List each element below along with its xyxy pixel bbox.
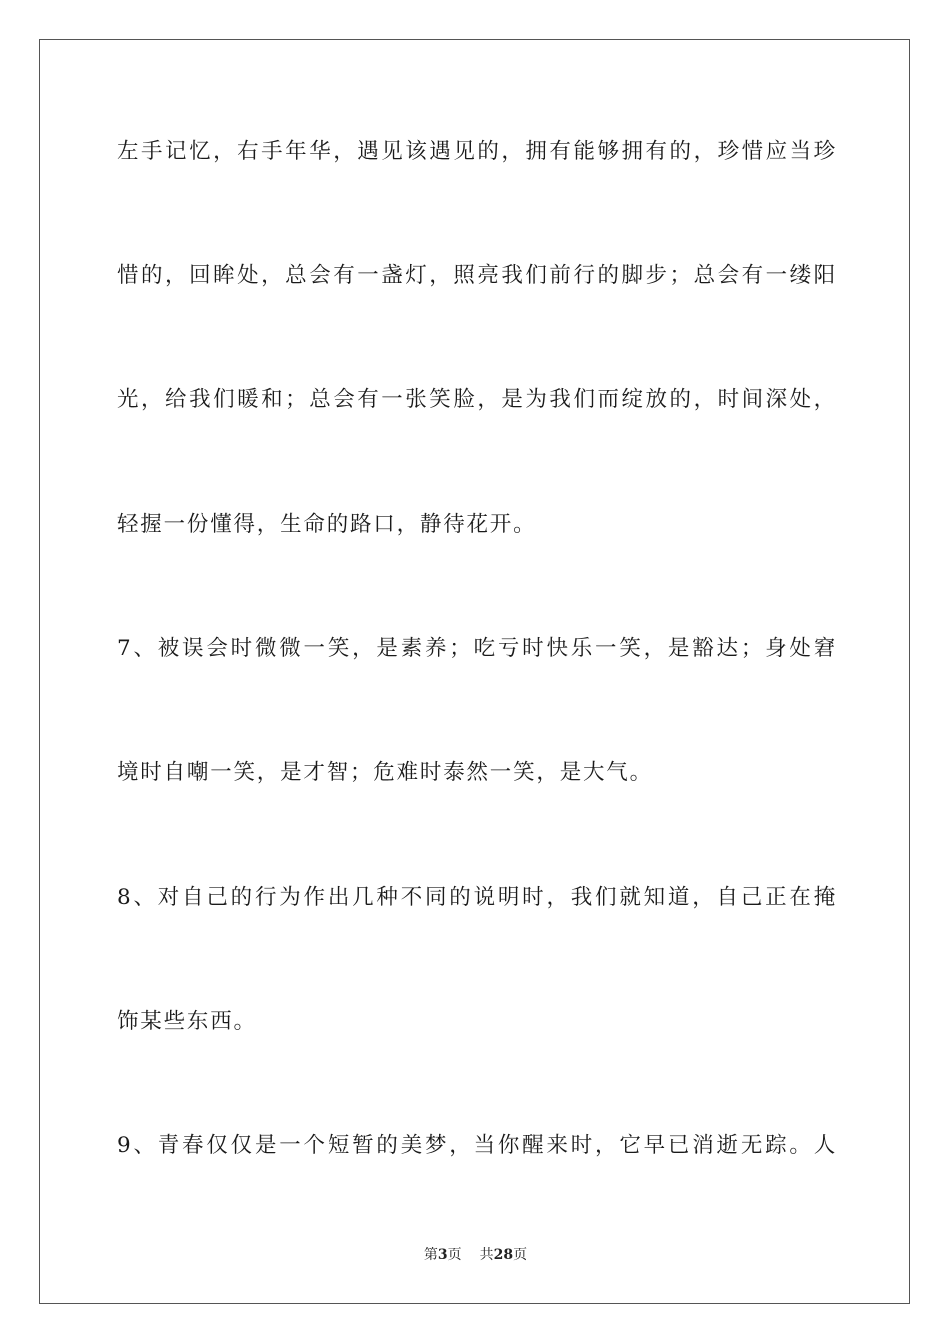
text-line: 9、青春仅仅是一个短暂的美梦，当你醒来时，它早已消逝无踪。人: [117, 1133, 837, 1158]
page-footer: [40, 1245, 911, 1265]
text-line: 境时自嘲一笑，是才智；危难时泰然一笑，是大气。: [117, 760, 653, 785]
text-line: 轻握一份懂得，生命的路口，静待花开。: [117, 512, 537, 537]
text-line: 光，给我们暖和；总会有一张笑脸，是为我们而绽放的，时间深处，: [117, 387, 837, 412]
text-line: 7、被误会时微微一笑，是素养；吃亏时快乐一笑，是豁达；身处窘: [117, 636, 837, 661]
page-suffix: 页: [447, 1247, 462, 1263]
page-number: 3: [437, 1247, 448, 1263]
text-line: 惜的，回眸处，总会有一盏灯，照亮我们前行的脚步；总会有一缕阳: [117, 263, 837, 288]
text-line: 8、对自己的行为作出几种不同的说明时，我们就知道，自己正在掩: [117, 885, 837, 910]
total-pages: 28: [493, 1247, 514, 1263]
total-prefix: 共: [479, 1247, 494, 1263]
text-line: 饰某些东西。: [117, 1009, 257, 1034]
text-line: 左手记忆，右手年华，遇见该遇见的，拥有能够拥有的，珍惜应当珍: [117, 139, 837, 164]
page-frame: [39, 39, 910, 1304]
total-suffix: 页: [513, 1247, 528, 1263]
page-prefix: 第: [423, 1247, 438, 1263]
